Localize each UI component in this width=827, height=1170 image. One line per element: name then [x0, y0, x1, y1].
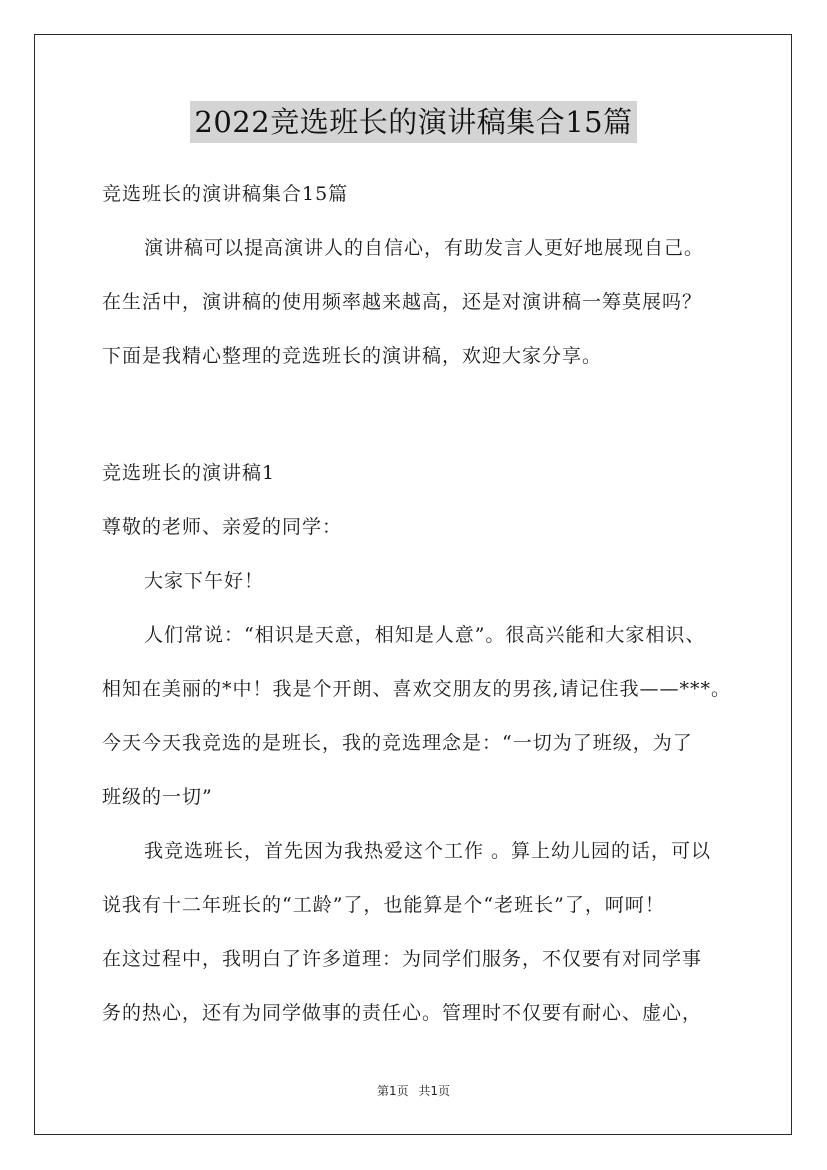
paragraph-line: 务的热心，还有为同学做事的责任心。管理时不仅要有耐心、虚心，	[102, 1002, 703, 1024]
document-body	[102, 174, 742, 1033]
section-heading: 竞选班长的演讲稿1	[102, 462, 276, 484]
page-number: 第1页	[376, 1084, 409, 1098]
page-total: 共1页	[418, 1084, 451, 1098]
intro-line: 演讲稿可以提高演讲人的自信心，有助发言人更好地展现自己。	[144, 237, 705, 259]
paragraph-line: 说我有十二年班长的“工龄”了，也能算是个“老班长”了，呵呵！	[102, 894, 665, 916]
salutation-line: 尊敬的老师、亲爱的同学：	[102, 516, 343, 538]
paragraph-line: 我竞选班长，首先因为我热爱这个工作 。算上幼儿园的话，可以	[144, 840, 712, 862]
greeting-line: 大家下午好！	[144, 570, 265, 592]
intro-line: 在生活中，演讲稿的使用频率越来越高，还是对演讲稿一筹莫展吗？	[102, 291, 703, 313]
document-title-text: 2022竞选班长的演讲稿集合15篇	[190, 101, 636, 143]
intro-line: 下面是我精心整理的竞选班长的演讲稿，欢迎大家分享。	[102, 345, 603, 367]
paragraph-line: 今天今天我竞选的是班长，我的竞选理念是：“一切为了班级，为了	[102, 732, 693, 754]
paragraph-line: 班级的一切”	[102, 786, 213, 808]
paragraph-line: 人们常说：“相识是天意，相知是人意”。很高兴能和大家相识、	[144, 624, 706, 646]
page-footer	[0, 1082, 827, 1099]
paragraph-line: 相知在美丽的*中！我是个开朗、喜欢交朋友的男孩,请记住我——***。	[102, 678, 732, 700]
paragraph-line: 在这过程中，我明白了许多道理：为同学们服务，不仅要有对同学事	[102, 948, 703, 970]
document-title	[0, 101, 827, 143]
subtitle-line: 竞选班长的演讲稿集合15篇	[102, 183, 349, 205]
